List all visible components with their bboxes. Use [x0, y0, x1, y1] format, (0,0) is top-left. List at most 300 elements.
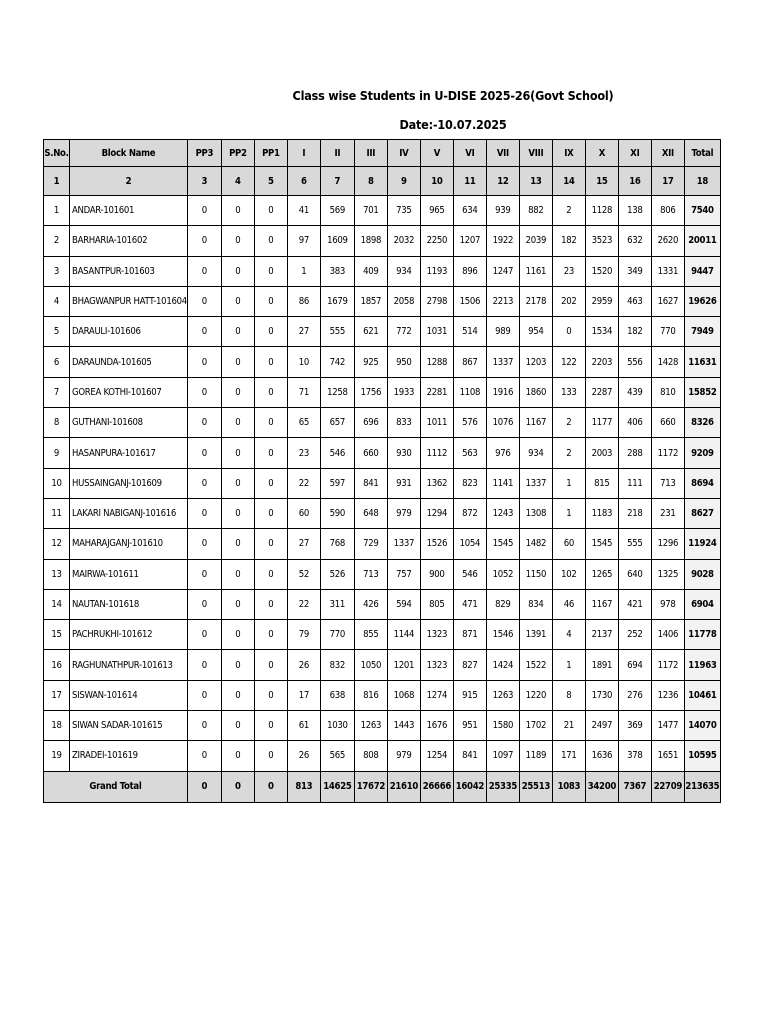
count-cell: 931 [387, 468, 420, 498]
count-cell: 311 [320, 589, 354, 619]
count-cell: 23 [287, 438, 320, 468]
serial-cell: 9 [44, 438, 70, 468]
count-cell: 1068 [387, 680, 420, 710]
count-cell: 2959 [585, 286, 618, 316]
count-cell: 841 [354, 468, 387, 498]
count-cell: 1580 [486, 711, 519, 741]
count-cell: 52 [287, 559, 320, 589]
count-cell: 0 [221, 347, 254, 377]
count-cell: 10 [287, 347, 320, 377]
count-cell: 855 [354, 620, 387, 650]
count-cell: 1546 [486, 620, 519, 650]
count-cell: 171 [552, 741, 585, 771]
count-cell: 231 [651, 498, 684, 528]
grand-total-cell: 813 [287, 771, 320, 802]
count-cell: 426 [354, 589, 387, 619]
serial-cell: 2 [44, 226, 70, 256]
count-cell: 86 [287, 286, 320, 316]
count-cell: 770 [651, 317, 684, 347]
count-cell: 409 [354, 256, 387, 286]
count-cell: 0 [221, 286, 254, 316]
count-cell: 0 [187, 286, 221, 316]
column-number-cell: 13 [519, 167, 552, 196]
count-cell: 810 [651, 377, 684, 407]
count-cell: 565 [320, 741, 354, 771]
count-cell: 0 [254, 498, 287, 528]
count-cell: 1161 [519, 256, 552, 286]
count-cell: 867 [453, 347, 486, 377]
serial-cell: 10 [44, 468, 70, 498]
column-header: IX [552, 140, 585, 167]
grand-total-cell: 7367 [618, 771, 651, 802]
count-cell: 976 [486, 438, 519, 468]
count-cell: 0 [187, 438, 221, 468]
count-cell: 0 [221, 711, 254, 741]
count-cell: 634 [453, 196, 486, 226]
count-cell: 27 [287, 529, 320, 559]
count-cell: 202 [552, 286, 585, 316]
count-cell: 46 [552, 589, 585, 619]
grand-total-cell: 0 [221, 771, 254, 802]
count-cell: 0 [221, 498, 254, 528]
count-cell: 989 [486, 317, 519, 347]
count-cell: 122 [552, 347, 585, 377]
count-cell: 0 [254, 196, 287, 226]
count-cell: 0 [187, 650, 221, 680]
count-cell: 2 [552, 438, 585, 468]
serial-cell: 3 [44, 256, 70, 286]
count-cell: 772 [387, 317, 420, 347]
grand-total-cell: 17672 [354, 771, 387, 802]
row-total-cell: 19626 [684, 286, 720, 316]
count-cell: 660 [651, 408, 684, 438]
count-cell: 1172 [651, 650, 684, 680]
count-cell: 0 [254, 650, 287, 680]
column-header: IV [387, 140, 420, 167]
count-cell: 0 [187, 408, 221, 438]
count-cell: 1052 [486, 559, 519, 589]
count-cell: 1207 [453, 226, 486, 256]
count-cell: 1296 [651, 529, 684, 559]
count-cell: 0 [254, 438, 287, 468]
grand-total-cell: 21610 [387, 771, 420, 802]
count-cell: 1860 [519, 377, 552, 407]
grand-total-cell: 14625 [320, 771, 354, 802]
count-cell: 1243 [486, 498, 519, 528]
count-cell: 349 [618, 256, 651, 286]
table-row [44, 347, 721, 377]
column-number-cell: 4 [221, 167, 254, 196]
count-cell: 97 [287, 226, 320, 256]
count-cell: 0 [221, 741, 254, 771]
count-cell: 2 [552, 196, 585, 226]
count-cell: 729 [354, 529, 387, 559]
count-cell: 1265 [585, 559, 618, 589]
count-cell: 0 [552, 317, 585, 347]
count-cell: 0 [221, 256, 254, 286]
count-cell: 2 [552, 408, 585, 438]
column-header: XII [651, 140, 684, 167]
count-cell: 0 [187, 347, 221, 377]
row-total-cell: 10595 [684, 741, 720, 771]
serial-cell: 14 [44, 589, 70, 619]
count-cell: 288 [618, 438, 651, 468]
block-name-cell: SIWAN SADAR-101615 [70, 711, 188, 741]
count-cell: 1522 [519, 650, 552, 680]
count-cell: 2137 [585, 620, 618, 650]
block-name-cell: ZIRADEI-101619 [70, 741, 188, 771]
count-cell: 1428 [651, 347, 684, 377]
count-cell: 1627 [651, 286, 684, 316]
serial-cell: 6 [44, 347, 70, 377]
row-total-cell: 11924 [684, 529, 720, 559]
count-cell: 252 [618, 620, 651, 650]
row-total-cell: 14070 [684, 711, 720, 741]
count-cell: 621 [354, 317, 387, 347]
column-number-cell: 5 [254, 167, 287, 196]
count-cell: 900 [420, 559, 453, 589]
count-cell: 0 [221, 620, 254, 650]
column-number-cell: 12 [486, 167, 519, 196]
grand-total-cell: 26666 [420, 771, 453, 802]
grand-total-cell: 16042 [453, 771, 486, 802]
count-cell: 471 [453, 589, 486, 619]
block-name-cell: RAGHUNATHPUR-101613 [70, 650, 188, 680]
block-name-cell: BARHARIA-101602 [70, 226, 188, 256]
count-cell: 871 [453, 620, 486, 650]
count-cell: 1097 [486, 741, 519, 771]
count-cell: 26 [287, 741, 320, 771]
table-row [44, 650, 721, 680]
count-cell: 816 [354, 680, 387, 710]
count-cell: 2178 [519, 286, 552, 316]
column-header: XI [618, 140, 651, 167]
grand-total-cell: 22709 [651, 771, 684, 802]
count-cell: 915 [453, 680, 486, 710]
count-cell: 1424 [486, 650, 519, 680]
serial-cell: 16 [44, 650, 70, 680]
block-name-cell: GOREA KOTHI-101607 [70, 377, 188, 407]
count-cell: 1337 [486, 347, 519, 377]
count-cell: 0 [187, 529, 221, 559]
count-cell: 1477 [651, 711, 684, 741]
count-cell: 0 [221, 468, 254, 498]
count-cell: 1076 [486, 408, 519, 438]
serial-cell: 7 [44, 377, 70, 407]
table-row [44, 589, 721, 619]
count-cell: 27 [287, 317, 320, 347]
column-header: Total [684, 140, 720, 167]
table-row [44, 286, 721, 316]
count-cell: 556 [618, 347, 651, 377]
count-cell: 2003 [585, 438, 618, 468]
block-name-cell: MAIRWA-101611 [70, 559, 188, 589]
block-name-cell: MAHARAJGANJ-101610 [70, 529, 188, 559]
count-cell: 1933 [387, 377, 420, 407]
count-cell: 1545 [585, 529, 618, 559]
header-row [44, 140, 721, 167]
count-cell: 1702 [519, 711, 552, 741]
count-cell: 71 [287, 377, 320, 407]
table-row [44, 256, 721, 286]
count-cell: 0 [187, 226, 221, 256]
count-cell: 421 [618, 589, 651, 619]
count-cell: 2281 [420, 377, 453, 407]
count-cell: 951 [453, 711, 486, 741]
count-cell: 1922 [486, 226, 519, 256]
column-number-cell: 8 [354, 167, 387, 196]
count-cell: 594 [387, 589, 420, 619]
count-cell: 806 [651, 196, 684, 226]
count-cell: 0 [254, 529, 287, 559]
column-number-cell: 7 [320, 167, 354, 196]
count-cell: 0 [221, 680, 254, 710]
count-cell: 0 [254, 347, 287, 377]
column-number-cell: 1 [44, 167, 70, 196]
count-cell: 0 [187, 589, 221, 619]
count-cell: 1609 [320, 226, 354, 256]
count-cell: 0 [221, 529, 254, 559]
serial-cell: 17 [44, 680, 70, 710]
count-cell: 979 [387, 498, 420, 528]
count-cell: 0 [254, 741, 287, 771]
block-name-cell: LAKARI NABIGANJ-101616 [70, 498, 188, 528]
count-cell: 26 [287, 650, 320, 680]
count-cell: 815 [585, 468, 618, 498]
column-header: S.No. [44, 140, 70, 167]
column-header: VI [453, 140, 486, 167]
row-total-cell: 7949 [684, 317, 720, 347]
count-cell: 735 [387, 196, 420, 226]
column-header: II [320, 140, 354, 167]
column-header: Block Name [70, 140, 188, 167]
column-header: PP3 [187, 140, 221, 167]
column-number-cell: 10 [420, 167, 453, 196]
count-cell: 1167 [519, 408, 552, 438]
count-cell: 0 [221, 650, 254, 680]
count-cell: 833 [387, 408, 420, 438]
count-cell: 383 [320, 256, 354, 286]
serial-cell: 8 [44, 408, 70, 438]
count-cell: 808 [354, 741, 387, 771]
count-cell: 111 [618, 468, 651, 498]
count-cell: 638 [320, 680, 354, 710]
count-cell: 0 [254, 620, 287, 650]
column-number-cell: 6 [287, 167, 320, 196]
count-cell: 406 [618, 408, 651, 438]
column-header: PP2 [221, 140, 254, 167]
count-cell: 1 [552, 498, 585, 528]
count-cell: 546 [320, 438, 354, 468]
count-cell: 60 [287, 498, 320, 528]
count-cell: 133 [552, 377, 585, 407]
count-cell: 21 [552, 711, 585, 741]
count-cell: 1337 [387, 529, 420, 559]
count-cell: 694 [618, 650, 651, 680]
count-cell: 896 [453, 256, 486, 286]
count-cell: 1916 [486, 377, 519, 407]
count-cell: 834 [519, 589, 552, 619]
count-cell: 0 [221, 317, 254, 347]
count-cell: 0 [254, 226, 287, 256]
count-cell: 827 [453, 650, 486, 680]
column-header: PP1 [254, 140, 287, 167]
grand-total-cell: 213635 [684, 771, 720, 802]
count-cell: 872 [453, 498, 486, 528]
count-cell: 555 [320, 317, 354, 347]
grand-total-cell: 0 [187, 771, 221, 802]
serial-cell: 18 [44, 711, 70, 741]
count-cell: 79 [287, 620, 320, 650]
table-row [44, 438, 721, 468]
table-row [44, 680, 721, 710]
count-cell: 0 [254, 408, 287, 438]
count-cell: 0 [254, 589, 287, 619]
count-cell: 1031 [420, 317, 453, 347]
serial-cell: 4 [44, 286, 70, 316]
serial-cell: 13 [44, 559, 70, 589]
count-cell: 1526 [420, 529, 453, 559]
grand-total-cell: 34200 [585, 771, 618, 802]
column-number-cell: 14 [552, 167, 585, 196]
count-cell: 1534 [585, 317, 618, 347]
count-cell: 2250 [420, 226, 453, 256]
block-name-cell: NAUTAN-101618 [70, 589, 188, 619]
count-cell: 0 [221, 408, 254, 438]
count-cell: 2287 [585, 377, 618, 407]
count-cell: 22 [287, 589, 320, 619]
count-cell: 0 [254, 256, 287, 286]
count-cell: 832 [320, 650, 354, 680]
block-name-cell: BHAGWANPUR HATT-101604 [70, 286, 188, 316]
count-cell: 1263 [354, 711, 387, 741]
count-cell: 1756 [354, 377, 387, 407]
row-total-cell: 9447 [684, 256, 720, 286]
count-cell: 0 [187, 620, 221, 650]
count-cell: 1050 [354, 650, 387, 680]
count-cell: 660 [354, 438, 387, 468]
count-cell: 0 [221, 196, 254, 226]
grand-total-label: Grand Total [44, 771, 188, 802]
table-row [44, 408, 721, 438]
grand-total-cell: 25513 [519, 771, 552, 802]
count-cell: 2620 [651, 226, 684, 256]
count-cell: 882 [519, 196, 552, 226]
grand-total-row [44, 771, 721, 802]
count-cell: 0 [187, 196, 221, 226]
count-cell: 954 [519, 317, 552, 347]
students-table [43, 139, 721, 803]
count-cell: 563 [453, 438, 486, 468]
row-total-cell: 20011 [684, 226, 720, 256]
count-cell: 2798 [420, 286, 453, 316]
count-cell: 3523 [585, 226, 618, 256]
count-cell: 1391 [519, 620, 552, 650]
count-cell: 1247 [486, 256, 519, 286]
count-cell: 696 [354, 408, 387, 438]
count-cell: 1294 [420, 498, 453, 528]
column-number-cell: 17 [651, 167, 684, 196]
count-cell: 1150 [519, 559, 552, 589]
count-cell: 23 [552, 256, 585, 286]
count-cell: 768 [320, 529, 354, 559]
column-header: X [585, 140, 618, 167]
serial-cell: 12 [44, 529, 70, 559]
count-cell: 805 [420, 589, 453, 619]
count-cell: 1857 [354, 286, 387, 316]
count-cell: 1258 [320, 377, 354, 407]
count-cell: 1337 [519, 468, 552, 498]
count-cell: 276 [618, 680, 651, 710]
count-cell: 742 [320, 347, 354, 377]
table-row [44, 529, 721, 559]
count-cell: 0 [254, 559, 287, 589]
count-cell: 0 [187, 468, 221, 498]
count-cell: 463 [618, 286, 651, 316]
count-cell: 770 [320, 620, 354, 650]
count-cell: 0 [187, 377, 221, 407]
count-cell: 1636 [585, 741, 618, 771]
column-number-cell: 16 [618, 167, 651, 196]
table-row [44, 711, 721, 741]
count-cell: 930 [387, 438, 420, 468]
count-cell: 1220 [519, 680, 552, 710]
count-cell: 1651 [651, 741, 684, 771]
count-cell: 0 [221, 226, 254, 256]
column-number-cell: 3 [187, 167, 221, 196]
count-cell: 2203 [585, 347, 618, 377]
block-name-cell: ANDAR-101601 [70, 196, 188, 226]
count-cell: 2039 [519, 226, 552, 256]
count-cell: 1443 [387, 711, 420, 741]
grand-total-cell: 25335 [486, 771, 519, 802]
report-title: Class wise Students in U-DISE 2025-26(Govt School) [292, 88, 614, 103]
grand-total-cell: 0 [254, 771, 287, 802]
block-name-cell: BASANTPUR-101603 [70, 256, 188, 286]
serial-cell: 11 [44, 498, 70, 528]
table-row [44, 317, 721, 347]
count-cell: 823 [453, 468, 486, 498]
count-cell: 0 [221, 438, 254, 468]
count-cell: 1730 [585, 680, 618, 710]
count-cell: 934 [387, 256, 420, 286]
column-number-cell: 9 [387, 167, 420, 196]
table-row [44, 620, 721, 650]
count-cell: 1331 [651, 256, 684, 286]
count-cell: 555 [618, 529, 651, 559]
count-cell: 1236 [651, 680, 684, 710]
table-row [44, 377, 721, 407]
table-row [44, 226, 721, 256]
count-cell: 1 [552, 468, 585, 498]
count-cell: 1679 [320, 286, 354, 316]
count-cell: 1 [287, 256, 320, 286]
count-cell: 1406 [651, 620, 684, 650]
count-cell: 0 [221, 559, 254, 589]
count-cell: 378 [618, 741, 651, 771]
count-cell: 713 [651, 468, 684, 498]
count-cell: 1506 [453, 286, 486, 316]
count-cell: 8 [552, 680, 585, 710]
row-total-cell: 9209 [684, 438, 720, 468]
row-total-cell: 6904 [684, 589, 720, 619]
count-cell: 1288 [420, 347, 453, 377]
block-name-cell: HUSSAINGANJ-101609 [70, 468, 188, 498]
row-total-cell: 9028 [684, 559, 720, 589]
block-name-cell: PACHRUKHI-101612 [70, 620, 188, 650]
table-row [44, 741, 721, 771]
count-cell: 0 [187, 559, 221, 589]
